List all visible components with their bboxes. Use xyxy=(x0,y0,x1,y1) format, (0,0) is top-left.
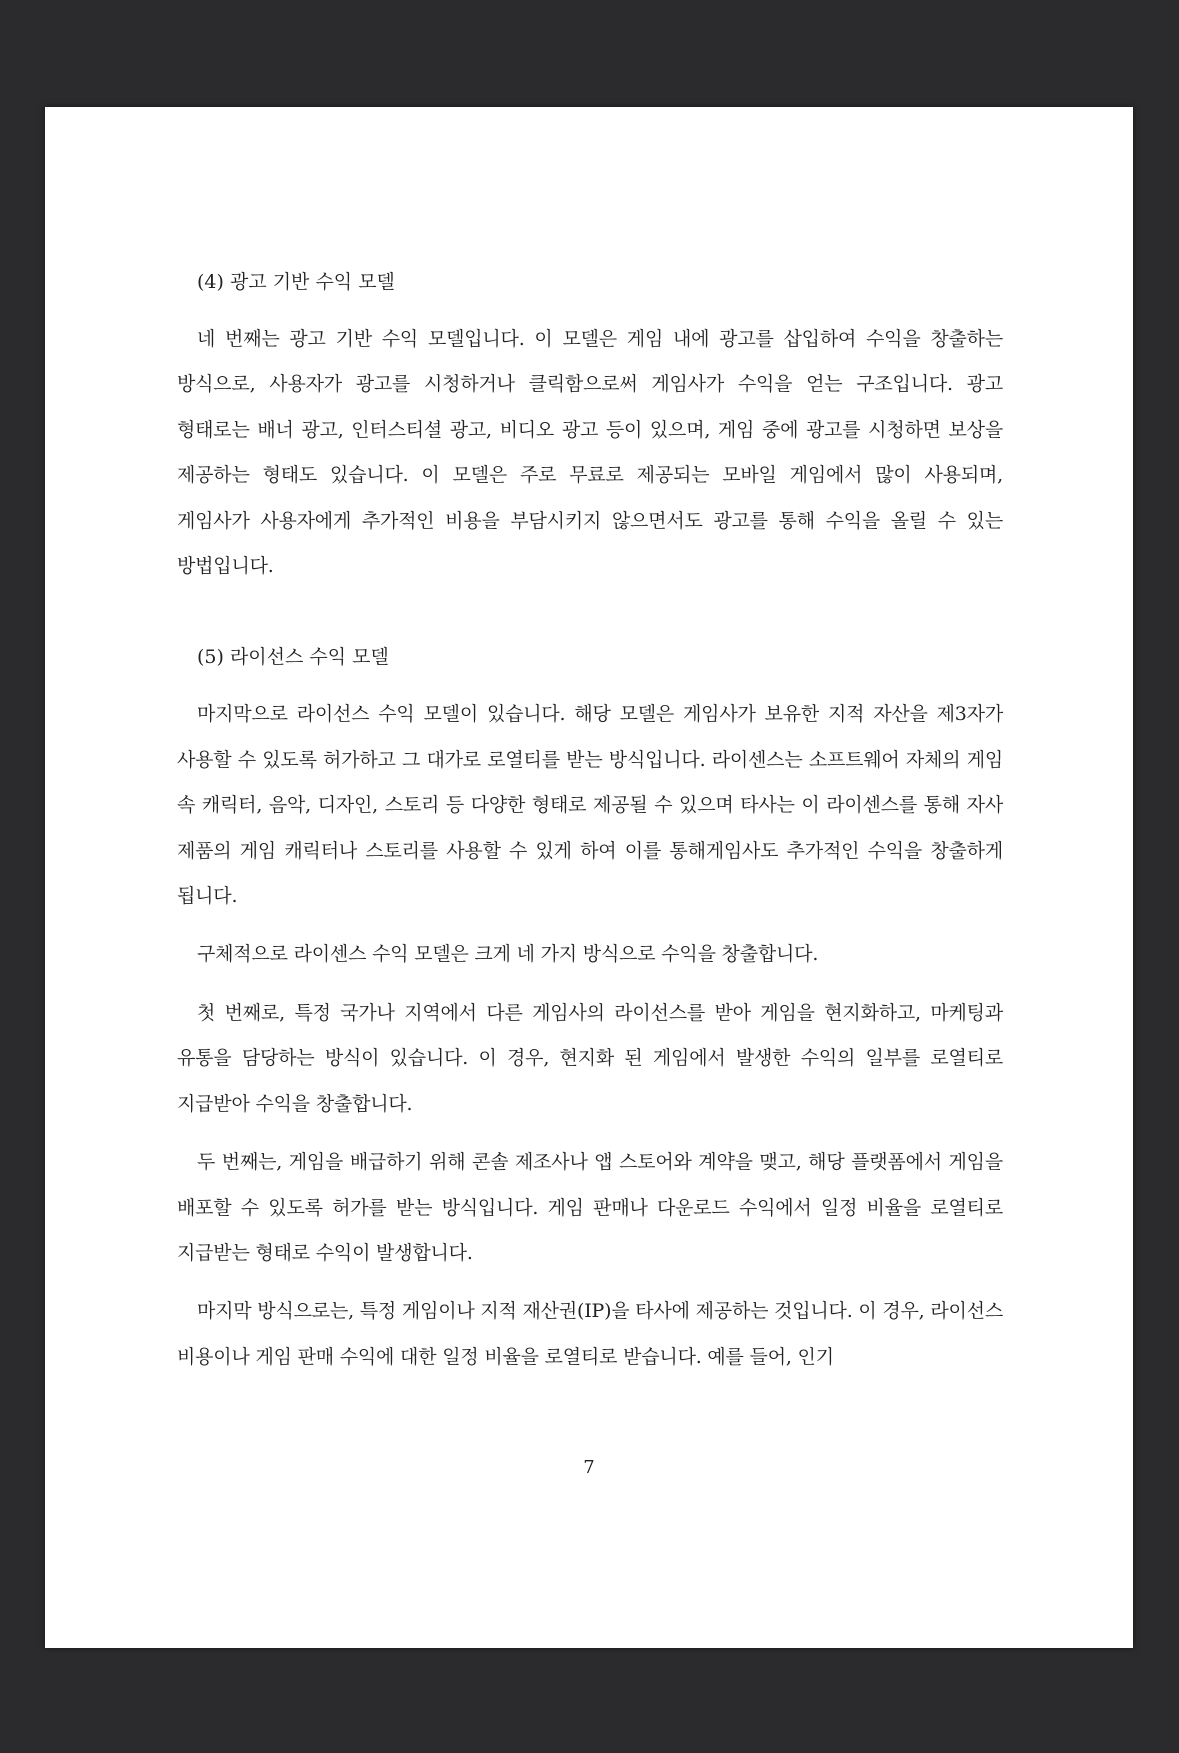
paragraph-license-first: 첫 번째로, 특정 국가나 지역에서 다른 게임사의 라이선스를 받아 게임을 현지화하고, 마케팅과 유통을 담당하는 방식이 있습니다. 이 경우, 현지화 된 게임에서 발생한 수익의 일부를 로열티로 지급받아 수익을 창출합니다. xyxy=(177,1001,1003,1115)
paragraph-license-second: 두 번째는, 게임을 배급하기 위해 콘솔 제조사나 앱 스토어와 계약을 맺고, 해당 플랫폼에서 게임을 배포할 수 있도록 허가를 받는 방식입니다. 게임 판매나 다운로드 수익에서 일정 비율을 로열티로 지급받는 형태로 수익이 발생합니다. xyxy=(177,1151,1003,1264)
paragraph-license-last: 마지막 방식으로는, 특정 게임이나 지적 재산권(IP)을 타사에 제공하는 것입니다. 이 경우, 라이선스 비용이나 게임 판매 수익에 대한 일정 비율을 로열티로 받습니다. 예를 들어, 인기 xyxy=(177,1300,1003,1368)
document-page xyxy=(45,107,1133,1648)
section-heading-ad-revenue: (4) 광고 기반 수익 모델 xyxy=(197,271,395,293)
paragraph-license-intro: 마지막으로 라이선스 수익 모델이 있습니다. 해당 모델은 게임사가 보유한 지적 자산을 제3자가 사용할 수 있도록 허가하고 그 대가로 로열티를 받는 방식입니다. 라이센스는 소프트웨어 자체의 게임 속 캐릭터, 음악, 디자인, 스토리 등 다양한 형태로 제공될 수 있으며 타사는 이 라이센스를 통해 자사 제품의 게임 캐릭터나 스토리를 사용할 수 있게 하여 이를 통해게임사도 추가적인 수익을 창출하게 됩니다. xyxy=(177,703,1003,908)
paragraph-ad-revenue: 네 번째는 광고 기반 수익 모델입니다. 이 모델은 게임 내에 광고를 삽입하여 수익을 창출하는 방식으로, 사용자가 광고를 시청하거나 클릭함으로써 게임사가 수익을 얻는 구조입니다. 광고 형태로는 배너 광고, 인터스티셜 광고, 비디오 광고 등이 있으며, 게임 중에 광고를 시청하면 보상을 제공하는 형태도 있습니다. 이 모델은 주로 무료로 제공되는 모바일 게임에서 많이 사용되며, 게임사가 사용자에게 추가적인 비용을 부담시키지 않으면서도 광고를 통해 수익을 올릴 수 있는 방법입니다. xyxy=(177,328,1003,578)
section-heading-license-revenue: (5) 라이선스 수익 모델 xyxy=(197,646,389,669)
page-number: 7 xyxy=(583,1457,595,1478)
page-content xyxy=(177,259,1003,1380)
paragraph-license-summary: 구체적으로 라이센스 수익 모델은 크게 네 가지 방식으로 수익을 창출합니다. xyxy=(197,943,819,966)
